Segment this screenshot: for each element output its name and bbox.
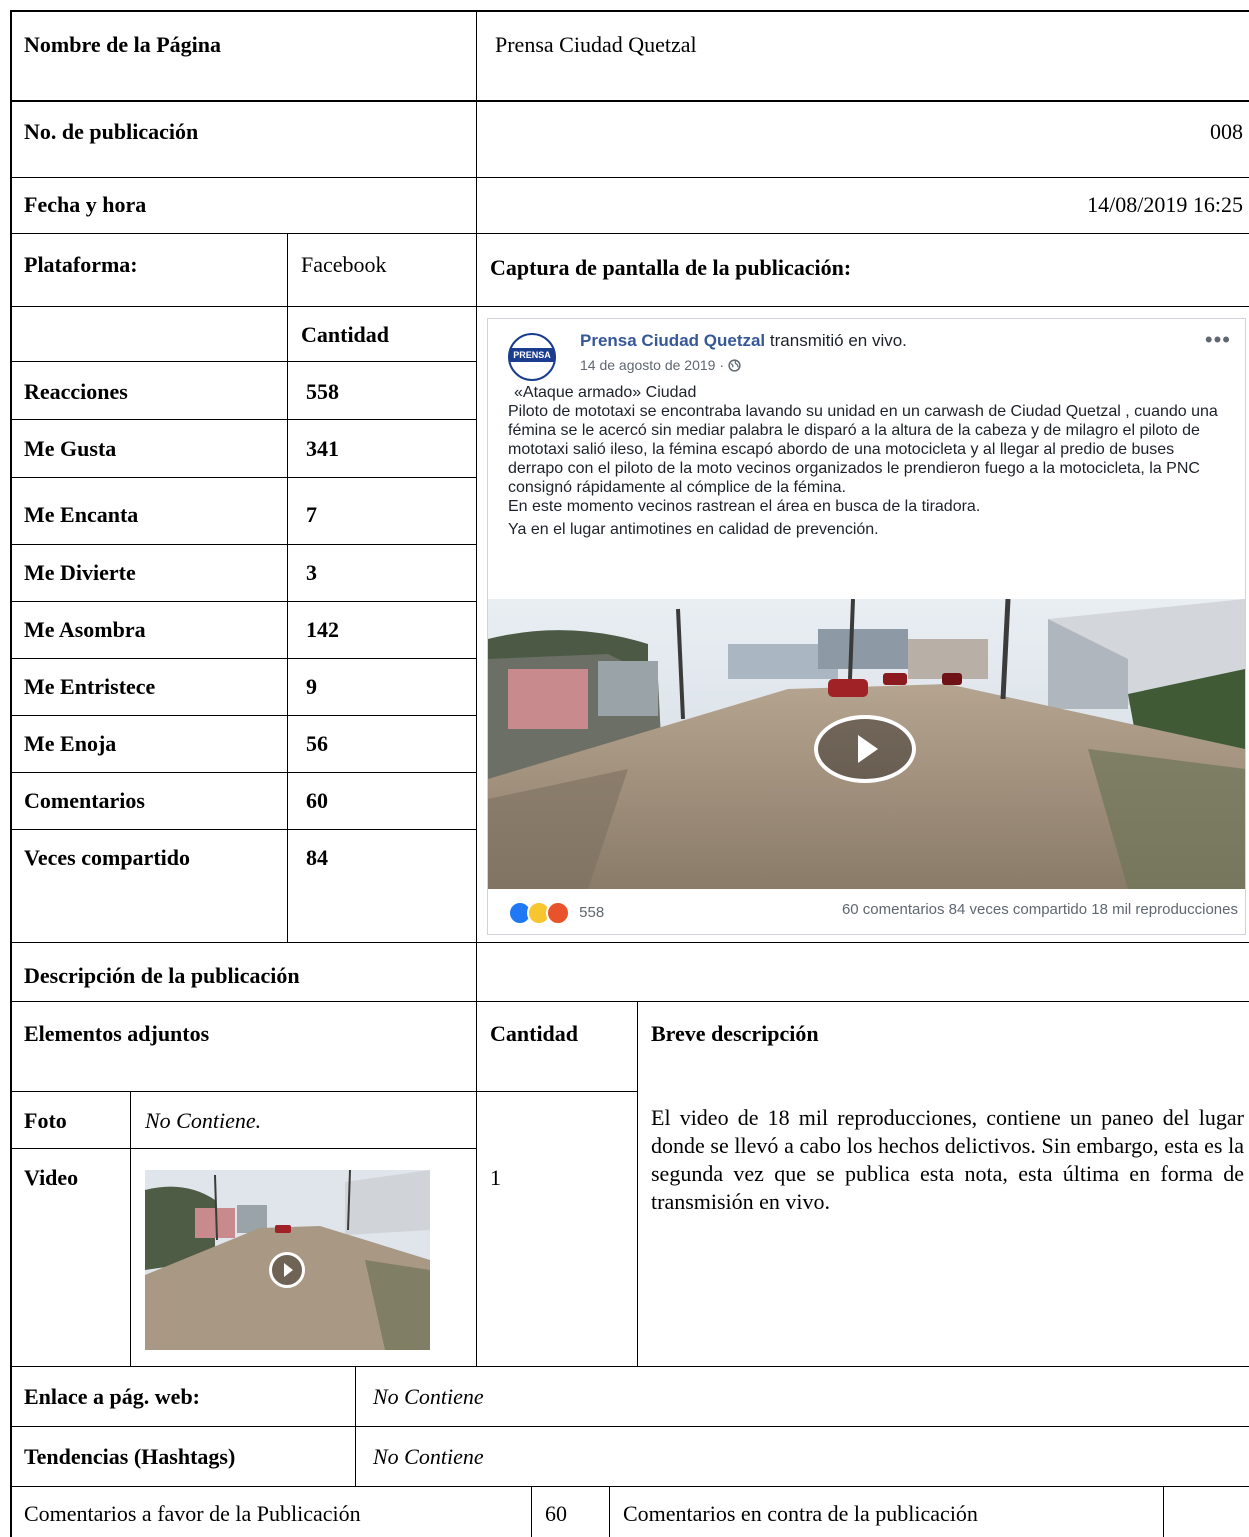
attachments-quantity-header: Cantidad	[490, 1021, 579, 1046]
metric-label: Me Asombra	[24, 617, 146, 642]
quantity-header: Cantidad	[301, 322, 390, 347]
angry-reaction-icon	[546, 901, 570, 925]
date-time-value: 14/08/2019 16:25	[1087, 192, 1243, 217]
post-number-value: 008	[1210, 119, 1243, 144]
grid-line	[10, 1148, 476, 1149]
page-name-label: Nombre de la Página	[24, 32, 221, 57]
grid-line	[10, 942, 1249, 943]
metric-label: Me Enoja	[24, 731, 117, 756]
screenshot-label: Captura de pantalla de la publicación:	[490, 255, 852, 280]
description-label: Descripción de la publicación	[24, 963, 300, 988]
grid-line	[10, 1366, 1249, 1367]
grid-line	[10, 100, 1249, 102]
grid-line	[10, 658, 476, 659]
metric-value: 56	[306, 731, 328, 756]
grid-line	[10, 772, 476, 773]
grid-line	[355, 1366, 356, 1486]
grid-line	[637, 1001, 638, 1367]
grid-line	[10, 233, 1249, 234]
video-thumbnail-small[interactable]	[145, 1170, 430, 1350]
metric-value: 60	[306, 788, 328, 813]
web-link-label: Enlace a pág. web:	[24, 1384, 200, 1409]
metric-value: 142	[306, 617, 339, 642]
grid-line	[10, 1426, 1249, 1427]
metric-label: Comentarios	[24, 788, 145, 813]
grid-line	[10, 1001, 1249, 1002]
metric-label: Me Encanta	[24, 502, 139, 527]
page-logo: PRENSA	[508, 333, 556, 381]
metric-value: 84	[306, 845, 328, 870]
metric-value: 558	[306, 379, 339, 404]
post-footer	[508, 901, 1238, 925]
post-action: transmitió en vivo.	[769, 331, 907, 350]
grid-line	[531, 1486, 532, 1537]
brief-description-header: Breve descripción	[651, 1021, 819, 1046]
metric-value: 341	[306, 436, 339, 461]
metric-value: 7	[306, 502, 317, 527]
reaction-count[interactable]: 558	[579, 903, 605, 921]
post-paragraph: «Ataque armado» Ciudad	[514, 384, 697, 401]
post-author	[580, 331, 907, 351]
play-button-icon[interactable]	[814, 715, 916, 783]
post-author-name: Prensa Ciudad Quetzal	[580, 331, 766, 350]
grid-line	[10, 419, 476, 420]
photo-label: Foto	[24, 1108, 67, 1133]
post-paragraph: En este momento vecinos rastrean el área en busca de la tiradora.	[508, 498, 981, 515]
grid-line	[10, 715, 476, 716]
grid-line	[10, 1486, 1249, 1487]
brief-description-text: El video de 18 mil reproducciones, contiene un paneo del lugar donde se llevó a cabo los hechos delictivos. Sin embargo, esta es la segunda vez que se publica esta nota, esta última en forma de transmisión en vivo.	[651, 1105, 1244, 1214]
date-time-label: Fecha y hora	[24, 192, 147, 217]
post-stats[interactable]: 60 comentarios 84 veces compartido 18 mil reproducciones	[841, 901, 1238, 918]
grid-line	[10, 544, 476, 545]
grid-line	[10, 477, 476, 478]
post-text	[508, 383, 1233, 539]
metric-value: 9	[306, 674, 317, 699]
photo-value: No Contiene.	[145, 1108, 262, 1133]
grid-line	[1163, 1486, 1164, 1537]
metric-value: 3	[306, 560, 317, 585]
post-date: 14 de agosto de 2019 ·	[580, 357, 741, 373]
grid-line	[10, 1091, 638, 1092]
video-quantity: 1	[490, 1165, 501, 1190]
comments-contra-label: Comentarios en contra de la publicación	[623, 1501, 978, 1526]
platform-label: Plataforma:	[24, 252, 138, 277]
facebook-post-screenshot	[487, 318, 1246, 935]
hashtags-value: No Contiene	[373, 1444, 484, 1469]
post-paragraph: Ya en el lugar antimotines en calidad de prevención.	[508, 521, 879, 538]
metric-label: Me Gusta	[24, 436, 117, 461]
web-link-value: No Contiene	[373, 1384, 484, 1409]
grid-line	[609, 1486, 610, 1537]
page-name-value: Prensa Ciudad Quetzal	[495, 32, 697, 57]
play-button-icon[interactable]	[269, 1252, 305, 1288]
more-dots-icon[interactable]: •••	[1204, 327, 1231, 352]
metric-label: Me Divierte	[24, 560, 136, 585]
globe-icon	[728, 359, 741, 372]
grid-line	[287, 233, 288, 942]
post-video[interactable]	[488, 599, 1245, 889]
grid-line	[10, 10, 12, 1537]
metric-label: Me Entristece	[24, 674, 156, 699]
metric-label: Veces compartido	[24, 845, 190, 870]
hashtags-label: Tendencias (Hashtags)	[24, 1444, 236, 1469]
grid-line	[10, 177, 1249, 178]
comments-favor-value: 60	[545, 1501, 567, 1526]
grid-line	[476, 10, 477, 1367]
attachments-header: Elementos adjuntos	[24, 1021, 210, 1046]
grid-line	[10, 829, 476, 830]
post-number-label: No. de publicación	[24, 119, 199, 144]
grid-line	[10, 361, 476, 362]
grid-line	[10, 10, 1249, 12]
grid-line	[130, 1091, 131, 1367]
grid-line	[10, 306, 1249, 307]
video-label: Video	[24, 1165, 79, 1190]
comments-favor-label: Comentarios a favor de la Publicación	[24, 1501, 361, 1526]
post-paragraph: Piloto de mototaxi se encontraba lavando su unidad en un carwash de Ciudad Quetzal , cuando una fémina se le acercó sin mediar palabra le disparó a la altura de la cabeza y de milagro el piloto de mototaxi salió ileso, la fémina escapó abordo de una motocicleta y al llegar al predio de buses derrapo con el piloto de la moto vecinos organizados le prendieron fuego a la motocicleta, la PNC consignó rápidamente al cómplice de la fémina.	[508, 403, 1218, 496]
platform-value: Facebook	[301, 252, 387, 277]
metric-label: Reacciones	[24, 379, 128, 404]
grid-line	[10, 601, 476, 602]
